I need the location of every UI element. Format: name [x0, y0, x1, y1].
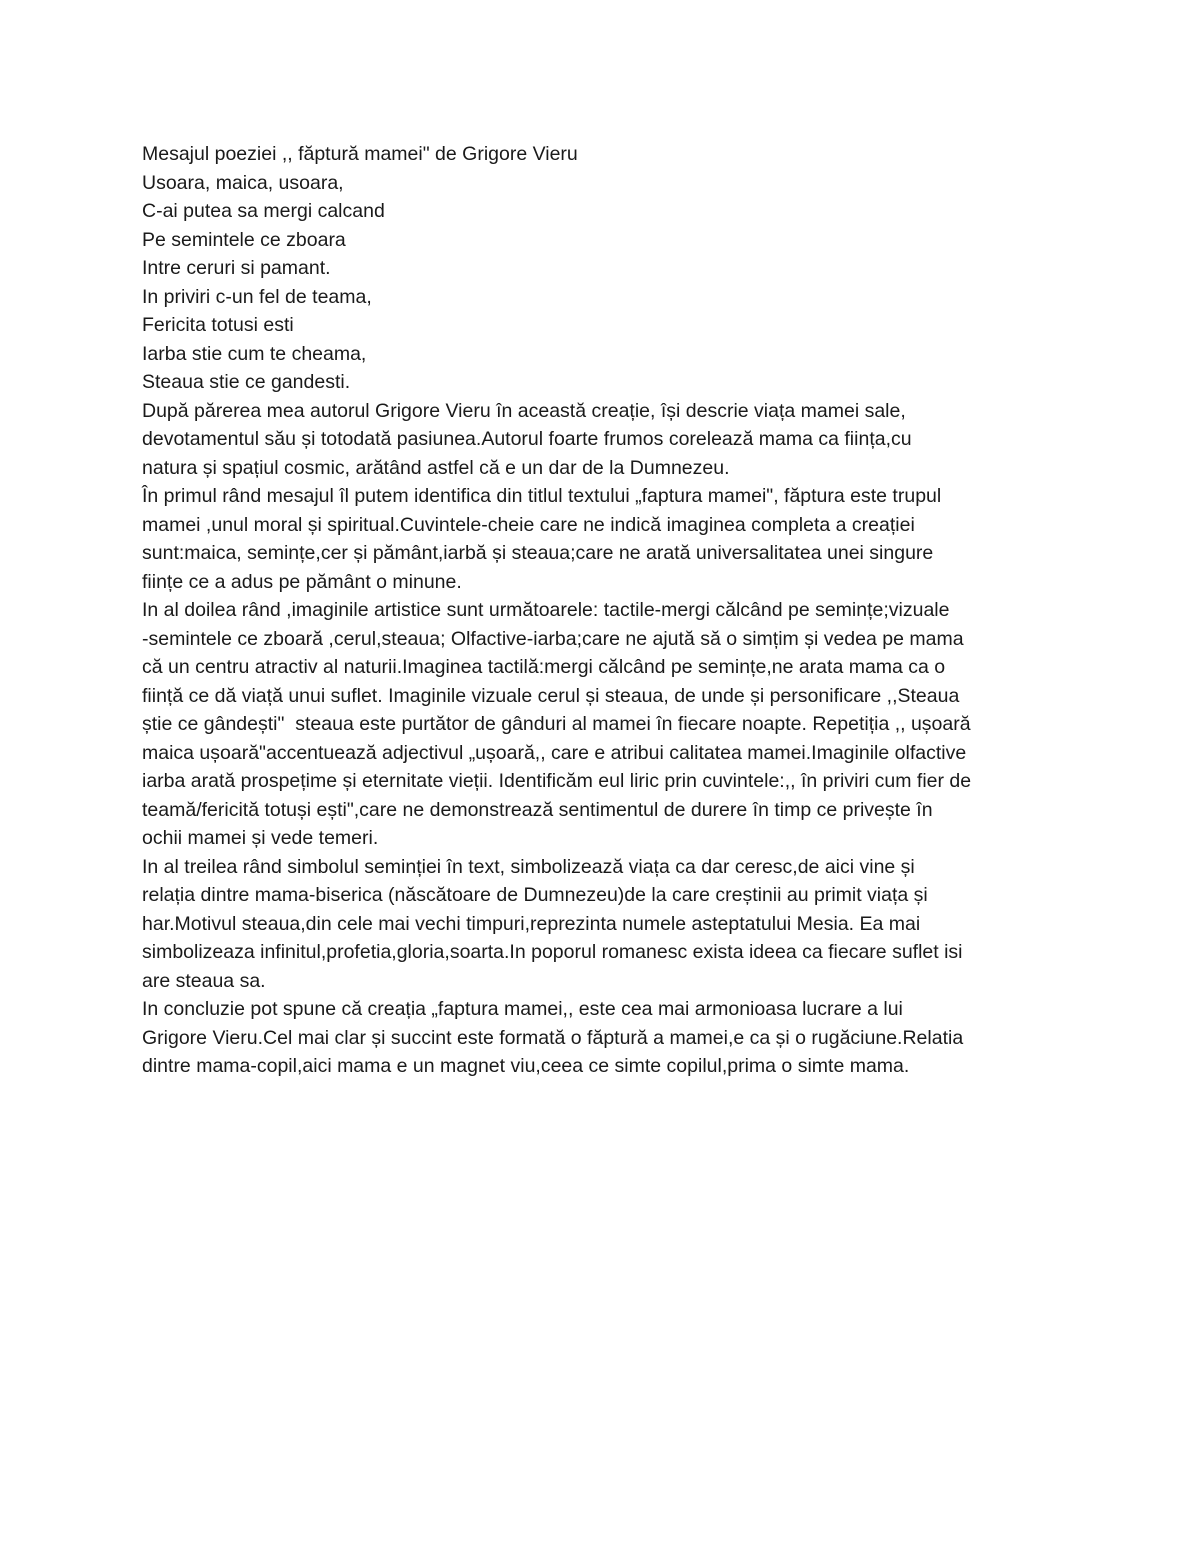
- text-line: știe ce gândești" steaua este purtător de gânduri al mamei în fiecare noapte. Repetiția ,, ușoară: [142, 713, 971, 735]
- paragraph-first-point: [142, 482, 1072, 596]
- text-line: ființe ce a adus pe pământ o minune.: [142, 570, 462, 593]
- text-line: har.Motivul steaua,din cele mai vechi timpuri,reprezinta numele asteptatului Mesia. Ea mai: [142, 912, 921, 935]
- poem-line: In priviri c-un fel de teama,: [142, 285, 372, 308]
- text-line: mamei ,unul moral și spiritual.Cuvintele-cheie care ne indică imaginea completa a creației: [142, 513, 915, 536]
- poem-line: Fericita totusi esti: [142, 314, 294, 336]
- paragraph-second-point: [142, 596, 1072, 853]
- text-line: După părerea mea autorul Grigore Vieru în această creație, își descrie viața mamei sale,: [142, 399, 906, 422]
- poem-line: Usoara, maica, usoara,: [142, 171, 344, 194]
- text-line: In al doilea rând ,imaginile artistice sunt următoarele: tactile-mergi călcând pe semințe;vizuale: [142, 599, 950, 621]
- paragraph-third-point: [142, 853, 1072, 996]
- text-line: ființă ce dă viață unui suflet. Imaginile vizuale cerul și steaua, de unde și personificare ,,Steaua: [142, 684, 960, 707]
- document-body: [142, 140, 1072, 1081]
- paragraph-introduction: [142, 397, 1072, 483]
- text-line: In concluzie pot spune că creația „faptura mamei,, este cea mai armonioasa lucrare a lui: [142, 998, 903, 1020]
- poem-line: Steaua stie ce gandesti.: [142, 371, 351, 393]
- text-line: simbolizeaza infinitul,profetia,gloria,soarta.In poporul romanesc exista ideea ca fiecare suflet isi: [142, 941, 963, 963]
- poem-line: C-ai putea sa mergi calcand: [142, 200, 385, 222]
- text-line: relația dintre mama-biserica (născătoare de Dumnezeu)de la care creștinii au primit viața și: [142, 884, 928, 906]
- text-line: devotamentul său și totodată pasiunea.Autorul foarte frumos corelează mama ca ființa,cu: [142, 428, 912, 450]
- text-line: că un centru atractiv al naturii.Imaginea tactilă:mergi călcând pe semințe,ne arata mama ca o: [142, 656, 946, 678]
- poem-stanza: [142, 169, 1072, 397]
- document-title: Mesajul poeziei ,, făptură mamei" de Grigore Vieru: [142, 143, 578, 165]
- text-line: ochii mamei și vede temeri.: [142, 827, 379, 849]
- text-line: dintre mama-copil,aici mama e un magnet viu,ceea ce simte copilul,prima o simte mama.: [142, 1055, 910, 1077]
- text-line: natura și spațiul cosmic, arătând astfel că e un dar de la Dumnezeu.: [142, 456, 730, 479]
- text-line: În primul rând mesajul îl putem identifica din titlul textului „faptura mamei", făptura este trupul: [142, 485, 942, 507]
- text-line: iarba arată prospețime și eternitate vieții. Identificăm eul liric prin cuvintele:,, în priviri cum fier de: [142, 770, 972, 792]
- poem-line: Pe semintele ce zboara: [142, 228, 346, 251]
- text-line: are steaua sa.: [142, 969, 266, 992]
- text-line: In al treilea rând simbolul seminției în text, simbolizează viața ca dar ceresc,de aici vine și: [142, 855, 915, 878]
- paragraph-conclusion: [142, 995, 1072, 1081]
- text-line: -semintele ce zboară ,cerul,steaua; Olfactive-iarba;care ne ajută să o simțim și vedea pe mama: [142, 627, 964, 650]
- text-line: maica ușoară"accentuează adjectivul „ușoară,, care e atribui calitatea mamei.Imaginile olfactive: [142, 741, 967, 764]
- poem-line: Intre ceruri si pamant.: [142, 257, 331, 279]
- poem-line: Iarba stie cum te cheama,: [142, 342, 367, 365]
- text-line: Grigore Vieru.Cel mai clar și succint este formată o făptură a mamei,e ca și o rugăciune.Relatia: [142, 1026, 964, 1049]
- text-line: teamă/fericită totuși ești",care ne demonstrează sentimentul de durere în timp ce privește în: [142, 798, 933, 821]
- text-line: sunt:maica, semințe,cer și pământ,iarbă și steaua;care ne arată universalitatea unei singure: [142, 542, 934, 564]
